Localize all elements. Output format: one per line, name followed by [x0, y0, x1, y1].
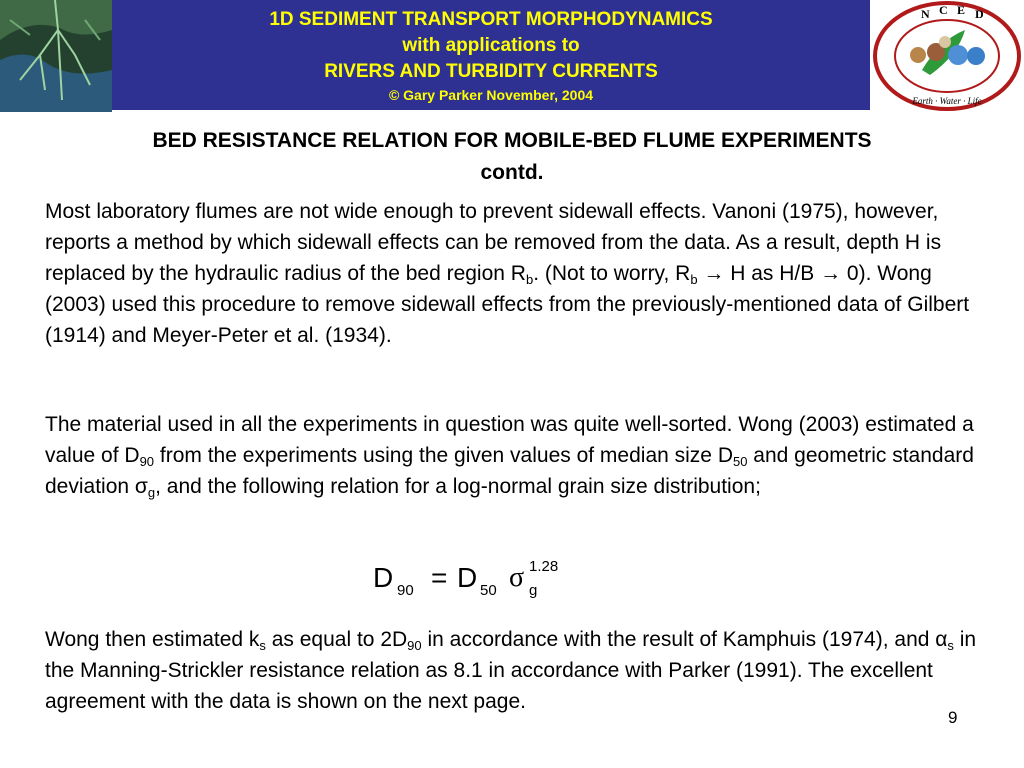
p1-sub-b: b: [525, 272, 534, 287]
p3-text-d: in the Manning-Strickler resistance relation as 8.1 in accordance with Parker (1991). The excellent agreement with the data is shown on the next page.: [45, 628, 977, 713]
p2-text-c: and geometric standard deviation σ: [45, 444, 974, 498]
p2-sub-g: g: [147, 485, 156, 500]
p3-text-a: Wong then estimated k: [45, 628, 260, 651]
p3-text-c: in accordance with the result of Kamphuis (1974), and α: [421, 628, 948, 651]
delta-satellite-image: [0, 0, 112, 112]
formula-equals: =: [431, 562, 448, 593]
p3-text-b: as equal to 2D: [265, 628, 408, 651]
formula-sigma: σ: [509, 562, 525, 593]
nced-logo: [870, 0, 1024, 112]
formula-exponent: 1.28: [529, 558, 559, 575]
course-title-line3: RIVERS AND TURBIDITY CURRENTS: [324, 61, 658, 82]
page-number: 9: [948, 708, 958, 727]
logo-letter-e: E: [957, 3, 966, 17]
p2-sub-50: 50: [733, 454, 748, 469]
p3-sub-90: 90: [407, 638, 422, 653]
formula-sub-50: 50: [480, 582, 497, 599]
course-title-line2: with applications to: [402, 35, 580, 56]
nced-logo-graphic: [870, 0, 1024, 112]
p3-sub-s2: s: [947, 638, 954, 653]
p2-sub-90: 90: [139, 454, 155, 469]
course-title-banner: [112, 0, 870, 110]
formula-sub-90: 90: [397, 582, 414, 599]
paragraph-sidewall-effects: [45, 196, 995, 351]
p2-text-d: , and the following relation for a log-normal grain size distribution;: [155, 475, 761, 498]
logo-letter-n: N: [921, 7, 930, 21]
slide-title-contd: contd.: [480, 161, 544, 184]
p1-text-b: . (Not to worry, R: [533, 262, 691, 285]
slide-title: BED RESISTANCE RELATION FOR MOBILE-BED FLUME EXPERIMENTS: [152, 129, 872, 152]
logo-letter-d: D: [975, 7, 984, 21]
formula-d: D: [373, 562, 394, 593]
paragraph-roughness-estimate: [45, 624, 995, 717]
p1-text-c: → H as H/B → 0). Wong (2003) used this procedure to remove sidewall effects from the previously-mentioned data of Gilbert (1914) and Meyer-Peter et al. (1934).: [45, 262, 970, 347]
logo-motto: Earth · Water · Life: [912, 96, 982, 106]
p1-sub-b2: b: [690, 272, 698, 287]
p1-text-a: Most laboratory flumes are not wide enough to prevent sidewall effects. Vanoni (1975), however, reports a method by which sidewall effects can be removed from the data. As a result, depth H is replaced by the hydraulic radius of the bed region R: [45, 200, 942, 285]
p3-sub-s: s: [259, 638, 266, 653]
formula-sub-g: g: [529, 582, 538, 599]
course-title-line1: 1D SEDIMENT TRANSPORT MORPHODYNAMICS: [269, 9, 713, 30]
delta-image-graphic: [0, 0, 112, 112]
paragraph-material-sorting: [45, 409, 995, 502]
d90-formula: [373, 558, 603, 602]
logo-letter-c: C: [939, 3, 948, 17]
copyright-line: © Gary Parker November, 2004: [388, 87, 594, 103]
formula-d50: D: [457, 562, 478, 593]
p2-text-b: from the experiments using the given values of median size D: [154, 444, 733, 467]
p2-text-a: The material used in all the experiments in question was quite well-sorted. Wong (2003) estimated a value of D: [45, 413, 974, 467]
slide-header: [0, 0, 1024, 112]
